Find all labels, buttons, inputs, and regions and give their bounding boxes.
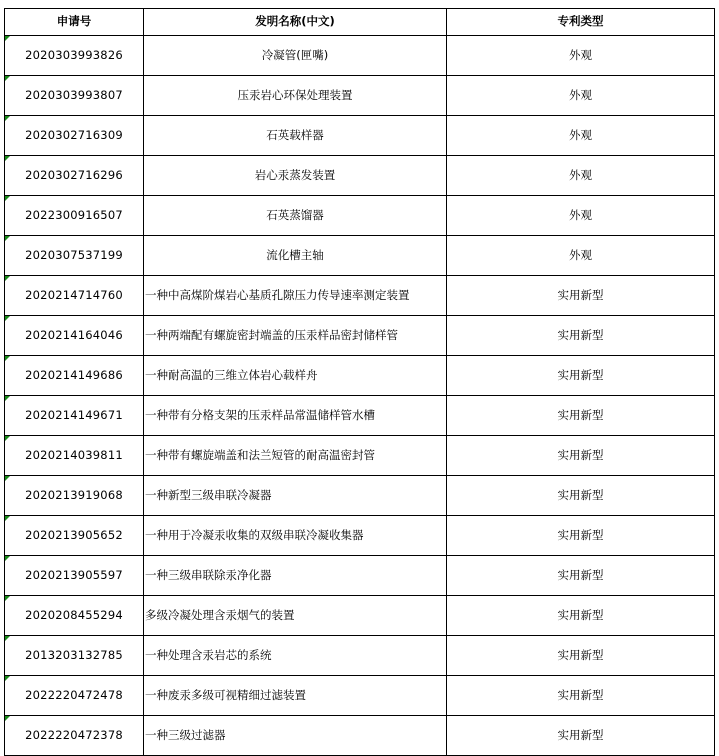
- patent-type: 外观: [447, 236, 715, 276]
- table-row: [5, 436, 715, 476]
- table-row: [5, 76, 715, 116]
- patent-type: 实用新型: [447, 476, 715, 516]
- application-number: 2020213919068: [5, 476, 144, 516]
- invention-name: 岩心汞蒸发装置: [144, 156, 447, 196]
- patent-type: 实用新型: [447, 716, 715, 756]
- patent-type: 实用新型: [447, 596, 715, 636]
- invention-name: 一种带有螺旋端盖和法兰短管的耐高温密封管: [144, 436, 447, 476]
- application-number: 2020214039811: [5, 436, 144, 476]
- table-row: [5, 556, 715, 596]
- application-number: 2020302716296: [5, 156, 144, 196]
- table-row: [5, 636, 715, 676]
- table-row: [5, 116, 715, 156]
- application-number: 2013203132785: [5, 636, 144, 676]
- table-row: [5, 276, 715, 316]
- application-number: 2022300916507: [5, 196, 144, 236]
- invention-name: 一种两端配有螺旋密封端盖的压汞样品密封储样管: [144, 316, 447, 356]
- application-number: 2020303993826: [5, 36, 144, 76]
- invention-name: 一种废汞多级可视精细过滤装置: [144, 676, 447, 716]
- invention-name: 流化槽主轴: [144, 236, 447, 276]
- patent-type: 实用新型: [447, 316, 715, 356]
- application-number: 2020214164046: [5, 316, 144, 356]
- patent-type: 外观: [447, 76, 715, 116]
- application-number: 2020303993807: [5, 76, 144, 116]
- patent-type: 外观: [447, 196, 715, 236]
- application-number: 2022220472478: [5, 676, 144, 716]
- table-row: [5, 676, 715, 716]
- invention-name: 一种中高煤阶煤岩心基质孔隙压力传导速率测定装置: [144, 276, 447, 316]
- table-row: [5, 316, 715, 356]
- application-number: 2020214149671: [5, 396, 144, 436]
- invention-name: 一种用于冷凝汞收集的双级串联冷凝收集器: [144, 516, 447, 556]
- table-row: [5, 36, 715, 76]
- table-row: [5, 476, 715, 516]
- table-row: [5, 196, 715, 236]
- invention-name: 压汞岩心环保处理装置: [144, 76, 447, 116]
- patent-type: 实用新型: [447, 516, 715, 556]
- table-row: [5, 156, 715, 196]
- table-row: [5, 356, 715, 396]
- patent-type: 实用新型: [447, 396, 715, 436]
- invention-name: 一种三级串联除汞净化器: [144, 556, 447, 596]
- table-row: [5, 596, 715, 636]
- application-number: 2020213905597: [5, 556, 144, 596]
- invention-name: 一种三级过滤器: [144, 716, 447, 756]
- patent-type: 实用新型: [447, 276, 715, 316]
- header-invention-name: 发明名称(中文): [144, 9, 447, 36]
- table-row: [5, 236, 715, 276]
- invention-name: 一种带有分格支架的压汞样品常温储样管水槽: [144, 396, 447, 436]
- application-number: 2020213905652: [5, 516, 144, 556]
- patent-type: 实用新型: [447, 356, 715, 396]
- invention-name: 石英蒸馏器: [144, 196, 447, 236]
- application-number: 2020208455294: [5, 596, 144, 636]
- invention-name: 一种处理含汞岩芯的系统: [144, 636, 447, 676]
- table-row: [5, 716, 715, 756]
- patent-type: 外观: [447, 116, 715, 156]
- patent-type: 实用新型: [447, 636, 715, 676]
- table-row: [5, 516, 715, 556]
- patent-type: 实用新型: [447, 556, 715, 596]
- header-patent-type: 专利类型: [447, 9, 715, 36]
- invention-name: 一种新型三级串联冷凝器: [144, 476, 447, 516]
- patent-type: 实用新型: [447, 436, 715, 476]
- patent-table: [4, 8, 715, 756]
- patent-type: 外观: [447, 156, 715, 196]
- application-number: 2020307537199: [5, 236, 144, 276]
- invention-name: 石英载样器: [144, 116, 447, 156]
- header-row: [5, 9, 715, 36]
- patent-type: 实用新型: [447, 676, 715, 716]
- application-number: 2020214149686: [5, 356, 144, 396]
- header-application-number: 申请号: [5, 9, 144, 36]
- invention-name: 一种耐高温的三维立体岩心载样舟: [144, 356, 447, 396]
- application-number: 2020302716309: [5, 116, 144, 156]
- invention-name: 冷凝管(匣嘴): [144, 36, 447, 76]
- invention-name: 多级冷凝处理含汞烟气的装置: [144, 596, 447, 636]
- table-row: [5, 396, 715, 436]
- application-number: 2020214714760: [5, 276, 144, 316]
- application-number: 2022220472378: [5, 716, 144, 756]
- patent-type: 外观: [447, 36, 715, 76]
